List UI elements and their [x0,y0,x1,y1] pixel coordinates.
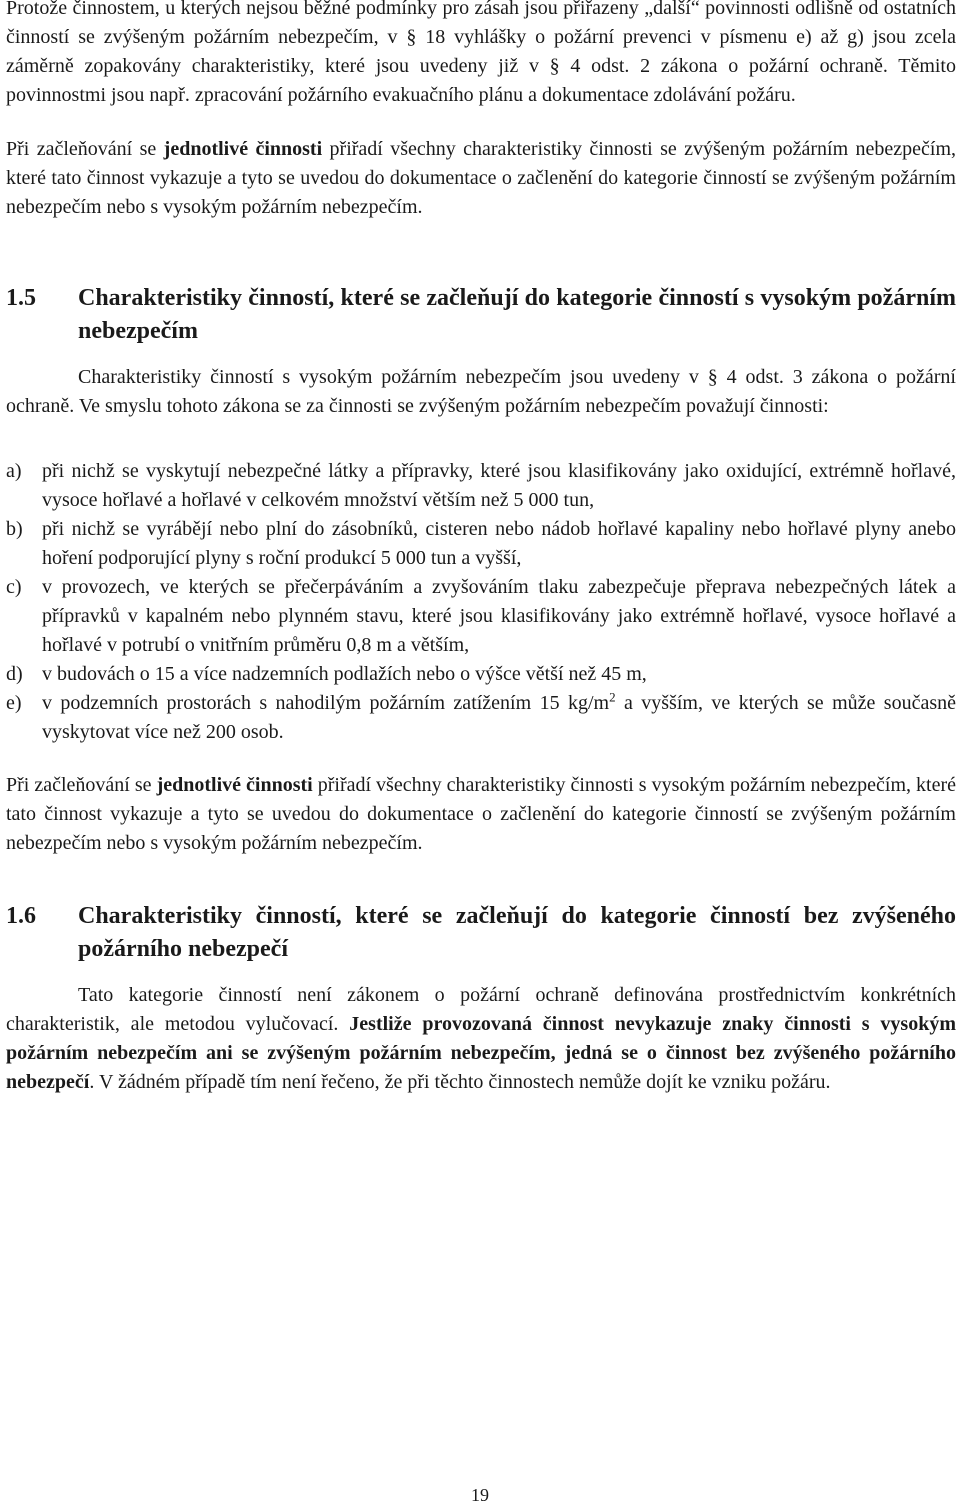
list-item [6,573,956,660]
item-e-after: a vyšším, ve kterých se může současně vyskytovat více než 200 osob. [42,692,956,743]
item-e-before: v podzemních prostorách s nahodilým požárním zatížením 15 kg/m [42,692,610,714]
list-item [6,457,956,515]
intro-paragraph: Protože činnostem, u kterých nejsou běžné podmínky pro zásah jsou přiřazeny „další“ povinnosti odlišně od ostatních činností se zvýšeným požárním nebezpečím, v § 18 vyhlášky o požární prevenci v písmenu e) až g) jsou zcela záměrně zopakovány charakteristiky, které jsou uvedeny již v § 4 odst. 2 zákona o požární ochraně. Těmito povinnostmi jsou např. zpracování požárního evakuačního plánu a dokumentace zdolávání požáru. [6,0,956,106]
section-1-6-before: Tato kategorie činností není zákonem o požární ochraně definována prostřednictvím konkrétních charakteristik, ale metodou vylučovací. [6,984,956,1035]
assign-1-bold: jednotlivé činnosti [163,138,323,160]
assign-2-after: přiřadí všechny charakteristiky činnosti s vysokým požárním nebezpečím, které tato činnost vykazuje a tyto se uvedou do dokumentace o začlenění do kategorie činností se zvýšeným požárním nebezpečím nebo s vysokým požárním nebezpečím. [6,774,957,854]
list-item-text: v provozech, ve kterých se přečerpáváním a zvyšováním tlaku zabezpečuje přeprava nebezpečných látek a přípravků v kapalném nebo plynném stavu, které jsou klasifikovány jako extrémně hořlavé, vysoce hořlavé a hořlavé v potrubí o vnitřním průměru 0,8 m a větším, [42,576,956,656]
superscript: 2 [609,689,616,705]
list-item-text: při nichž se vyrábějí nebo plní do zásobníků, cisteren nebo nádob hořlavé kapaliny nebo hořlavé plyny anebo hoření podporující plyny s roční produkcí 5 000 tun a vyšší, [42,518,956,569]
section-title: Charakteristiky činností, které se začleňují do kategorie činností s vysokým požárním nebezpečím [78,285,956,344]
section-heading-1-5 [6,282,956,348]
assign-paragraph-1 [6,135,956,222]
list-item [6,660,956,689]
list-item-text: v budovách o 15 a více nadzemních podlažích nebo o výšce větší než 45 m, [42,663,647,685]
section-1-6-lead [6,981,956,1097]
assign-1-after: přiřadí všechny charakteristiky činnosti se zvýšeným požárním nebezpečím, které tato činnost vykazuje a tyto se uvedou do dokumentace o začlenění do kategorie činností se zvýšeným požárním nebezpečím nebo s vysokým požárním nebezpečím. [6,138,957,218]
page-number: 19 [471,1485,489,1505]
section-title: Charakteristiky činností, které se začleňují do kategorie činností bez zvýšeného požárního nebezpečí [78,903,956,962]
assign-2-before: Při začleňování se [6,774,157,796]
list-item-text: při nichž se vyskytují nebezpečné látky a přípravky, které jsou klasifikovány jako oxidující, extrémně hořlavé, vysoce hořlavé a hořlavé v celkovém množství větším než 5 000 tun, [42,460,956,511]
assign-paragraph-2 [6,771,956,858]
section-number: 1.5 [6,285,36,311]
document-page [6,0,956,1097]
list-item [6,515,956,573]
activity-list [6,457,956,747]
section-1-6-bold: Jestliže provozovaná činnost nevykazuje znaky činnosti s vysokým požárním nebezpečím ani se zvýšeným požárním nebezpečím, jedná se o činnost bez zvýšeného požárního nebezpečí [6,1013,956,1093]
section-1-5-lead: Charakteristiky činností s vysokým požárním nebezpečím jsou uvedeny v § 4 odst. 3 zákona o požární ochraně. Ve smyslu tohoto zákona se za činnosti se zvýšeným požárním nebezpečím považují činnosti: [6,366,956,417]
list-item [6,689,956,747]
assign-1-before: Při začleňování se [6,138,164,160]
list-marker: b) [6,518,23,540]
section-heading-1-6 [6,900,956,966]
section-1-6-after: . V žádném případě tím není řečeno, že při těchto činnostech nemůže dojít ke vzniku požáru. [89,1071,831,1093]
assign-2-bold: jednotlivé činnosti [156,774,313,796]
section-number: 1.6 [6,903,36,929]
list-marker: d) [6,663,23,685]
list-marker: e) [6,692,22,714]
list-marker: c) [6,576,22,598]
list-marker: a) [6,460,22,482]
list-item-text [42,689,956,747]
